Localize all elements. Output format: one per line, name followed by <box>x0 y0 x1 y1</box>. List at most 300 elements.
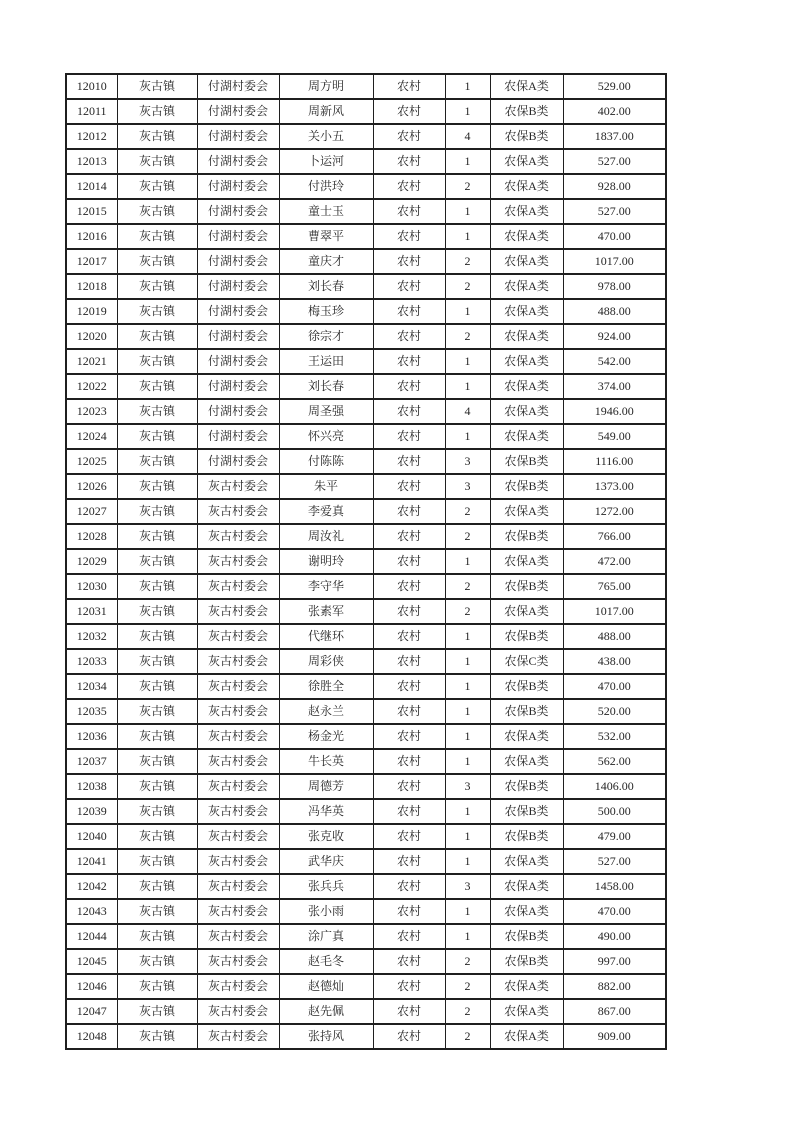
cell-insurance-category: 农保A类 <box>490 974 563 999</box>
table-row <box>66 324 666 349</box>
cell-record-id: 12024 <box>66 424 117 449</box>
cell-insurance-category: 农保A类 <box>490 874 563 899</box>
cell-town: 灰古镇 <box>117 774 197 799</box>
cell-insurance-category: 农保A类 <box>490 399 563 424</box>
cell-person-name: 赵毛冬 <box>279 949 373 974</box>
cell-person-name: 朱平 <box>279 474 373 499</box>
cell-amount: 470.00 <box>563 224 666 249</box>
cell-record-id: 12022 <box>66 374 117 399</box>
cell-person-name: 怀兴亮 <box>279 424 373 449</box>
cell-amount: 529.00 <box>563 74 666 99</box>
cell-insurance-category: 农保A类 <box>490 499 563 524</box>
cell-town: 灰古镇 <box>117 199 197 224</box>
cell-amount: 1272.00 <box>563 499 666 524</box>
cell-amount: 438.00 <box>563 649 666 674</box>
cell-town: 灰古镇 <box>117 424 197 449</box>
cell-person-count: 3 <box>445 874 490 899</box>
cell-person-name: 赵先佩 <box>279 999 373 1024</box>
cell-village-committee: 灰古村委会 <box>197 574 279 599</box>
cell-insurance-category: 农保B类 <box>490 574 563 599</box>
cell-amount: 997.00 <box>563 949 666 974</box>
cell-amount: 470.00 <box>563 899 666 924</box>
cell-village-committee: 灰古村委会 <box>197 924 279 949</box>
records-table <box>65 73 667 1050</box>
cell-amount: 924.00 <box>563 324 666 349</box>
cell-village-committee: 灰古村委会 <box>197 499 279 524</box>
cell-residence-type: 农村 <box>373 824 445 849</box>
cell-town: 灰古镇 <box>117 99 197 124</box>
table-row <box>66 374 666 399</box>
cell-person-name: 刘长春 <box>279 274 373 299</box>
cell-village-committee: 灰古村委会 <box>197 624 279 649</box>
cell-person-name: 牛长英 <box>279 749 373 774</box>
table-row <box>66 749 666 774</box>
cell-amount: 402.00 <box>563 99 666 124</box>
cell-town: 灰古镇 <box>117 124 197 149</box>
cell-amount: 909.00 <box>563 1024 666 1049</box>
cell-insurance-category: 农保A类 <box>490 849 563 874</box>
cell-person-count: 1 <box>445 99 490 124</box>
cell-person-count: 1 <box>445 824 490 849</box>
records-table-body <box>66 74 666 1049</box>
cell-person-count: 2 <box>445 974 490 999</box>
cell-village-committee: 灰古村委会 <box>197 599 279 624</box>
cell-insurance-category: 农保A类 <box>490 224 563 249</box>
cell-village-committee: 付湖村委会 <box>197 274 279 299</box>
cell-record-id: 12033 <box>66 649 117 674</box>
cell-residence-type: 农村 <box>373 424 445 449</box>
cell-person-name: 刘长春 <box>279 374 373 399</box>
cell-residence-type: 农村 <box>373 99 445 124</box>
cell-person-count: 1 <box>445 724 490 749</box>
cell-person-name: 赵永兰 <box>279 699 373 724</box>
cell-record-id: 12011 <box>66 99 117 124</box>
table-row <box>66 924 666 949</box>
cell-village-committee: 灰古村委会 <box>197 999 279 1024</box>
cell-amount: 488.00 <box>563 624 666 649</box>
table-row <box>66 174 666 199</box>
cell-person-count: 1 <box>445 624 490 649</box>
cell-person-name: 张兵兵 <box>279 874 373 899</box>
cell-residence-type: 农村 <box>373 299 445 324</box>
cell-residence-type: 农村 <box>373 724 445 749</box>
cell-village-committee: 付湖村委会 <box>197 249 279 274</box>
cell-village-committee: 付湖村委会 <box>197 99 279 124</box>
cell-insurance-category: 农保A类 <box>490 724 563 749</box>
cell-person-name: 徐胜全 <box>279 674 373 699</box>
cell-amount: 1837.00 <box>563 124 666 149</box>
cell-village-committee: 付湖村委会 <box>197 324 279 349</box>
table-row <box>66 499 666 524</box>
cell-record-id: 12027 <box>66 499 117 524</box>
cell-town: 灰古镇 <box>117 974 197 999</box>
table-row <box>66 974 666 999</box>
cell-town: 灰古镇 <box>117 574 197 599</box>
cell-town: 灰古镇 <box>117 724 197 749</box>
cell-record-id: 12021 <box>66 349 117 374</box>
cell-person-name: 王运田 <box>279 349 373 374</box>
table-row <box>66 349 666 374</box>
cell-town: 灰古镇 <box>117 324 197 349</box>
cell-person-count: 2 <box>445 274 490 299</box>
cell-person-name: 付陈陈 <box>279 449 373 474</box>
table-row <box>66 224 666 249</box>
cell-person-count: 2 <box>445 324 490 349</box>
cell-amount: 1946.00 <box>563 399 666 424</box>
cell-village-committee: 灰古村委会 <box>197 699 279 724</box>
cell-town: 灰古镇 <box>117 874 197 899</box>
table-row <box>66 949 666 974</box>
cell-insurance-category: 农保A类 <box>490 199 563 224</box>
cell-person-name: 代继环 <box>279 624 373 649</box>
cell-residence-type: 农村 <box>373 449 445 474</box>
cell-residence-type: 农村 <box>373 374 445 399</box>
cell-person-count: 2 <box>445 524 490 549</box>
cell-amount: 527.00 <box>563 199 666 224</box>
cell-amount: 882.00 <box>563 974 666 999</box>
cell-person-count: 3 <box>445 449 490 474</box>
cell-person-name: 张小雨 <box>279 899 373 924</box>
cell-person-count: 1 <box>445 649 490 674</box>
cell-residence-type: 农村 <box>373 999 445 1024</box>
table-row <box>66 424 666 449</box>
cell-record-id: 12019 <box>66 299 117 324</box>
cell-village-committee: 付湖村委会 <box>197 149 279 174</box>
cell-record-id: 12044 <box>66 924 117 949</box>
table-row <box>66 874 666 899</box>
cell-residence-type: 农村 <box>373 524 445 549</box>
cell-record-id: 12030 <box>66 574 117 599</box>
cell-person-count: 1 <box>445 199 490 224</box>
cell-town: 灰古镇 <box>117 649 197 674</box>
cell-person-count: 4 <box>445 124 490 149</box>
cell-insurance-category: 农保A类 <box>490 74 563 99</box>
cell-person-count: 1 <box>445 924 490 949</box>
cell-residence-type: 农村 <box>373 274 445 299</box>
cell-insurance-category: 农保A类 <box>490 899 563 924</box>
cell-village-committee: 付湖村委会 <box>197 124 279 149</box>
cell-insurance-category: 农保B类 <box>490 624 563 649</box>
cell-record-id: 12029 <box>66 549 117 574</box>
cell-town: 灰古镇 <box>117 174 197 199</box>
table-row <box>66 474 666 499</box>
table-row <box>66 649 666 674</box>
cell-amount: 1017.00 <box>563 249 666 274</box>
cell-town: 灰古镇 <box>117 849 197 874</box>
cell-insurance-category: 农保B类 <box>490 449 563 474</box>
cell-insurance-category: 农保B类 <box>490 99 563 124</box>
cell-record-id: 12031 <box>66 599 117 624</box>
cell-person-count: 2 <box>445 1024 490 1049</box>
cell-record-id: 12046 <box>66 974 117 999</box>
cell-person-name: 周彩侠 <box>279 649 373 674</box>
cell-town: 灰古镇 <box>117 999 197 1024</box>
table-row <box>66 549 666 574</box>
table-row <box>66 799 666 824</box>
cell-insurance-category: 农保A类 <box>490 274 563 299</box>
cell-insurance-category: 农保A类 <box>490 149 563 174</box>
cell-person-count: 1 <box>445 349 490 374</box>
cell-person-count: 2 <box>445 599 490 624</box>
cell-amount: 562.00 <box>563 749 666 774</box>
cell-person-name: 杨金光 <box>279 724 373 749</box>
cell-person-count: 1 <box>445 299 490 324</box>
cell-village-committee: 付湖村委会 <box>197 424 279 449</box>
cell-person-count: 1 <box>445 224 490 249</box>
cell-village-committee: 灰古村委会 <box>197 524 279 549</box>
cell-village-committee: 付湖村委会 <box>197 174 279 199</box>
cell-residence-type: 农村 <box>373 649 445 674</box>
cell-record-id: 12018 <box>66 274 117 299</box>
table-row <box>66 149 666 174</box>
cell-insurance-category: 农保A类 <box>490 299 563 324</box>
cell-person-name: 涂广真 <box>279 924 373 949</box>
cell-town: 灰古镇 <box>117 274 197 299</box>
cell-residence-type: 农村 <box>373 599 445 624</box>
cell-person-count: 1 <box>445 374 490 399</box>
cell-residence-type: 农村 <box>373 199 445 224</box>
cell-person-count: 2 <box>445 574 490 599</box>
cell-amount: 470.00 <box>563 674 666 699</box>
cell-insurance-category: 农保B类 <box>490 799 563 824</box>
cell-record-id: 12042 <box>66 874 117 899</box>
cell-residence-type: 农村 <box>373 574 445 599</box>
cell-insurance-category: 农保A类 <box>490 424 563 449</box>
cell-village-committee: 灰古村委会 <box>197 749 279 774</box>
cell-person-count: 1 <box>445 74 490 99</box>
cell-person-count: 1 <box>445 549 490 574</box>
cell-residence-type: 农村 <box>373 74 445 99</box>
cell-residence-type: 农村 <box>373 924 445 949</box>
cell-residence-type: 农村 <box>373 899 445 924</box>
cell-amount: 1406.00 <box>563 774 666 799</box>
cell-person-name: 梅玉珍 <box>279 299 373 324</box>
cell-amount: 765.00 <box>563 574 666 599</box>
cell-village-committee: 付湖村委会 <box>197 299 279 324</box>
cell-record-id: 12014 <box>66 174 117 199</box>
cell-residence-type: 农村 <box>373 124 445 149</box>
table-row <box>66 199 666 224</box>
cell-record-id: 12013 <box>66 149 117 174</box>
cell-person-name: 赵德灿 <box>279 974 373 999</box>
cell-residence-type: 农村 <box>373 349 445 374</box>
cell-insurance-category: 农保B类 <box>490 124 563 149</box>
cell-record-id: 12023 <box>66 399 117 424</box>
cell-person-count: 1 <box>445 424 490 449</box>
cell-insurance-category: 农保B类 <box>490 824 563 849</box>
cell-record-id: 12020 <box>66 324 117 349</box>
cell-village-committee: 灰古村委会 <box>197 849 279 874</box>
cell-amount: 472.00 <box>563 549 666 574</box>
cell-amount: 766.00 <box>563 524 666 549</box>
cell-residence-type: 农村 <box>373 499 445 524</box>
cell-insurance-category: 农保A类 <box>490 999 563 1024</box>
cell-amount: 549.00 <box>563 424 666 449</box>
cell-residence-type: 农村 <box>373 399 445 424</box>
cell-person-count: 2 <box>445 999 490 1024</box>
cell-record-id: 12045 <box>66 949 117 974</box>
cell-person-name: 武华庆 <box>279 849 373 874</box>
cell-person-name: 张素军 <box>279 599 373 624</box>
cell-person-count: 4 <box>445 399 490 424</box>
cell-insurance-category: 农保B类 <box>490 949 563 974</box>
cell-town: 灰古镇 <box>117 1024 197 1049</box>
cell-record-id: 12017 <box>66 249 117 274</box>
cell-town: 灰古镇 <box>117 599 197 624</box>
cell-amount: 500.00 <box>563 799 666 824</box>
cell-person-count: 1 <box>445 799 490 824</box>
cell-amount: 542.00 <box>563 349 666 374</box>
cell-person-name: 徐宗才 <box>279 324 373 349</box>
cell-amount: 374.00 <box>563 374 666 399</box>
cell-person-count: 2 <box>445 949 490 974</box>
cell-person-name: 周德芳 <box>279 774 373 799</box>
cell-amount: 928.00 <box>563 174 666 199</box>
cell-residence-type: 农村 <box>373 774 445 799</box>
cell-village-committee: 灰古村委会 <box>197 1024 279 1049</box>
cell-town: 灰古镇 <box>117 149 197 174</box>
cell-village-committee: 灰古村委会 <box>197 474 279 499</box>
cell-village-committee: 灰古村委会 <box>197 724 279 749</box>
cell-person-name: 冯华英 <box>279 799 373 824</box>
table-row <box>66 574 666 599</box>
cell-record-id: 12032 <box>66 624 117 649</box>
cell-person-name: 关小五 <box>279 124 373 149</box>
cell-insurance-category: 农保A类 <box>490 174 563 199</box>
cell-residence-type: 农村 <box>373 549 445 574</box>
cell-village-committee: 灰古村委会 <box>197 799 279 824</box>
cell-village-committee: 灰古村委会 <box>197 549 279 574</box>
cell-record-id: 12038 <box>66 774 117 799</box>
cell-record-id: 12036 <box>66 724 117 749</box>
cell-town: 灰古镇 <box>117 924 197 949</box>
cell-village-committee: 付湖村委会 <box>197 199 279 224</box>
cell-residence-type: 农村 <box>373 324 445 349</box>
cell-town: 灰古镇 <box>117 899 197 924</box>
cell-amount: 1017.00 <box>563 599 666 624</box>
table-row <box>66 99 666 124</box>
cell-insurance-category: 农保B类 <box>490 774 563 799</box>
cell-village-committee: 灰古村委会 <box>197 674 279 699</box>
cell-amount: 520.00 <box>563 699 666 724</box>
cell-record-id: 12026 <box>66 474 117 499</box>
table-row <box>66 274 666 299</box>
cell-village-committee: 灰古村委会 <box>197 974 279 999</box>
cell-person-count: 2 <box>445 249 490 274</box>
cell-insurance-category: 农保B类 <box>490 524 563 549</box>
cell-person-count: 1 <box>445 699 490 724</box>
cell-amount: 978.00 <box>563 274 666 299</box>
cell-person-name: 曹翠平 <box>279 224 373 249</box>
cell-record-id: 12041 <box>66 849 117 874</box>
cell-town: 灰古镇 <box>117 624 197 649</box>
table-row <box>66 399 666 424</box>
table-row <box>66 824 666 849</box>
cell-person-name: 童庆才 <box>279 249 373 274</box>
cell-amount: 488.00 <box>563 299 666 324</box>
cell-insurance-category: 农保C类 <box>490 649 563 674</box>
cell-person-name: 张克收 <box>279 824 373 849</box>
cell-residence-type: 农村 <box>373 849 445 874</box>
cell-amount: 490.00 <box>563 924 666 949</box>
cell-town: 灰古镇 <box>117 474 197 499</box>
cell-person-count: 1 <box>445 749 490 774</box>
cell-person-name: 卜运河 <box>279 149 373 174</box>
cell-residence-type: 农村 <box>373 474 445 499</box>
cell-person-name: 周方明 <box>279 74 373 99</box>
cell-residence-type: 农村 <box>373 749 445 774</box>
cell-insurance-category: 农保B类 <box>490 699 563 724</box>
cell-person-count: 1 <box>445 674 490 699</box>
table-row <box>66 849 666 874</box>
cell-amount: 532.00 <box>563 724 666 749</box>
cell-town: 灰古镇 <box>117 224 197 249</box>
cell-person-count: 1 <box>445 899 490 924</box>
cell-residence-type: 农村 <box>373 799 445 824</box>
cell-record-id: 12043 <box>66 899 117 924</box>
cell-village-committee: 灰古村委会 <box>197 899 279 924</box>
cell-insurance-category: 农保A类 <box>490 549 563 574</box>
cell-residence-type: 农村 <box>373 174 445 199</box>
cell-village-committee: 付湖村委会 <box>197 349 279 374</box>
cell-amount: 479.00 <box>563 824 666 849</box>
cell-residence-type: 农村 <box>373 149 445 174</box>
cell-town: 灰古镇 <box>117 349 197 374</box>
cell-person-name: 谢明玲 <box>279 549 373 574</box>
cell-person-name: 周新风 <box>279 99 373 124</box>
cell-town: 灰古镇 <box>117 949 197 974</box>
cell-record-id: 12047 <box>66 999 117 1024</box>
cell-village-committee: 灰古村委会 <box>197 649 279 674</box>
table-row <box>66 774 666 799</box>
cell-amount: 867.00 <box>563 999 666 1024</box>
cell-record-id: 12035 <box>66 699 117 724</box>
cell-village-committee: 付湖村委会 <box>197 74 279 99</box>
table-row <box>66 449 666 474</box>
cell-record-id: 12034 <box>66 674 117 699</box>
cell-person-count: 2 <box>445 499 490 524</box>
cell-town: 灰古镇 <box>117 699 197 724</box>
cell-town: 灰古镇 <box>117 824 197 849</box>
cell-village-committee: 付湖村委会 <box>197 399 279 424</box>
table-row <box>66 699 666 724</box>
table-row <box>66 674 666 699</box>
cell-town: 灰古镇 <box>117 249 197 274</box>
cell-town: 灰古镇 <box>117 674 197 699</box>
table-row <box>66 524 666 549</box>
table-row <box>66 624 666 649</box>
cell-village-committee: 灰古村委会 <box>197 824 279 849</box>
cell-residence-type: 农村 <box>373 674 445 699</box>
cell-person-name: 童士玉 <box>279 199 373 224</box>
cell-town: 灰古镇 <box>117 374 197 399</box>
cell-person-count: 1 <box>445 849 490 874</box>
cell-amount: 1458.00 <box>563 874 666 899</box>
cell-town: 灰古镇 <box>117 449 197 474</box>
table-row <box>66 1024 666 1049</box>
table-row <box>66 724 666 749</box>
cell-town: 灰古镇 <box>117 549 197 574</box>
cell-town: 灰古镇 <box>117 799 197 824</box>
cell-residence-type: 农村 <box>373 874 445 899</box>
cell-insurance-category: 农保A类 <box>490 1024 563 1049</box>
cell-insurance-category: 农保B类 <box>490 474 563 499</box>
cell-residence-type: 农村 <box>373 224 445 249</box>
cell-record-id: 12048 <box>66 1024 117 1049</box>
cell-village-committee: 付湖村委会 <box>197 449 279 474</box>
cell-amount: 527.00 <box>563 849 666 874</box>
cell-record-id: 12039 <box>66 799 117 824</box>
